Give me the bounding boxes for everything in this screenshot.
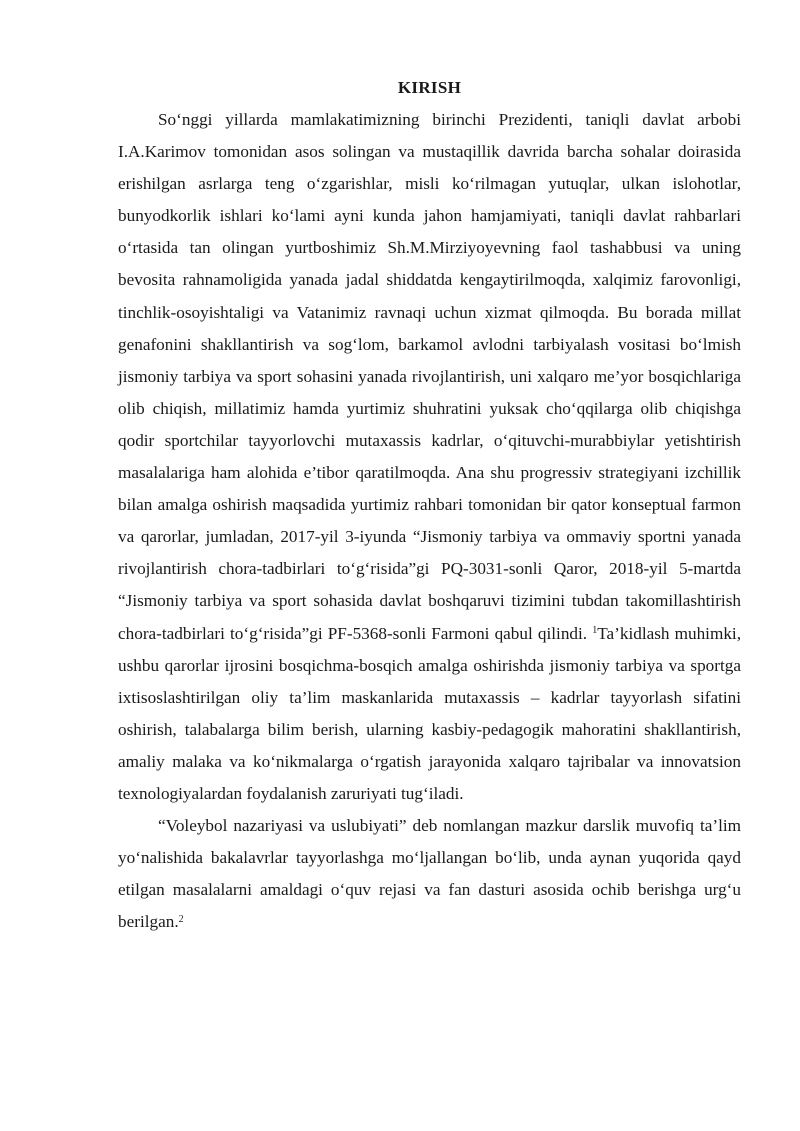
paragraph-1-text: So‘nggi yillarda mamlakatimizning birinchi Prezidenti, taniqli davlat arbobi I.A.Karimov tomonidan asos solingan va mustaqillik davrida barcha sohalar doirasida erishilgan asrlarga teng o‘zgarishlar, misli ko‘rilmagan yutuqlar, ulkan islohotlar, bunyodkorlik ishlari ko‘lami ayni kunda jahon hamjamiyati, taniqli davlat rahbarlari o‘rtasida tan olingan yurtboshimiz Sh.M.Mirziyoyevning faol tashabbusi va uning bevosita rahnamoligida yanada jadal shiddatda kengaytirilmoqda, xalqimiz farovonligi, tinchlik-osoyishtaligi va Vatanimiz ravnaqi uchun xizmat qilmoqda. Bu borada millat genafonini shakllantirish va sog‘lom, barkamol avlodni tarbiyalash vositasi bo‘lmish jismoniy tarbiya va sport sohasini yanada rivojlantirish, uni xalqaro me’yor bosqichlariga olib chiqish, millatimiz hamda yurtimiz shuhratini yuksak cho‘qqilarga olib chiqishga qodir sportchilar tayyorlovchi mutaxassis kadrlar, o‘qituvchi-murabbiylar yetishtirish masalalariga ham alohida e’tibor qaratilmoqda. Ana shu progressiv strategiyani izchillik bilan amalga oshirish maqsadida yurtimiz rahbari tomonidan bir qator konseptual farmon va qarorlar, jumladan, 2017-yil 3-iyunda “Jismoniy tarbiya va ommaviy sportni yanada rivojlantirish chora-tadbirlari to‘g‘risida”gi PQ-3031-sonli Qaror, 2018-yil 5-martda “Jismoniy tarbiya va sport sohasida davlat boshqaruvi tizimini tubdan takomillashtirish chora-tadbirlari to‘g‘risida”gi PF-5368-sonli Farmoni qabul qilindi. bbox=[118, 110, 741, 643]
intro-paragraph-2 bbox=[118, 810, 741, 938]
footnote-marker-1[interactable]: 1 bbox=[592, 624, 598, 636]
page-title: KIRISH bbox=[397, 78, 462, 97]
footnote-marker-2[interactable]: 2 bbox=[178, 913, 184, 925]
paragraph-1-continued-text: Ta’kidlash muhimki, ushbu qarorlar ijrosini bosqichma-bosqich amalga oshirishda jismoniy tarbiya va sportga ixtisoslashtirilgan oliy ta’lim maskanlarida mutaxassis – kadrlar tayyorlash sifatini oshirish, talabalarga bilim berish, ularning kasbiy-pedagogik mahoratini shakllantirish, amaliy malaka va ko‘nikmalarga o‘rgatish jarayonida xalqaro tajribalar va innovatsion texnologiyalardan foydalanish zaruriyati tug‘iladi. bbox=[118, 623, 741, 803]
paragraph-2-text: “Voleybol nazariyasi va uslubiyati” deb nomlangan mazkur darslik muvofiq ta’lim yo‘nalishida bakalavrlar tayyorlashga mo‘ljallangan bo‘lib, unda aynan yuqorida qayd etilgan masalalarni amaldagi o‘quv rejasi va fan dasturi asosida ochib berishga urg‘u berilgan. bbox=[118, 816, 741, 932]
page-content bbox=[118, 72, 741, 938]
intro-paragraph-1 bbox=[118, 104, 741, 810]
